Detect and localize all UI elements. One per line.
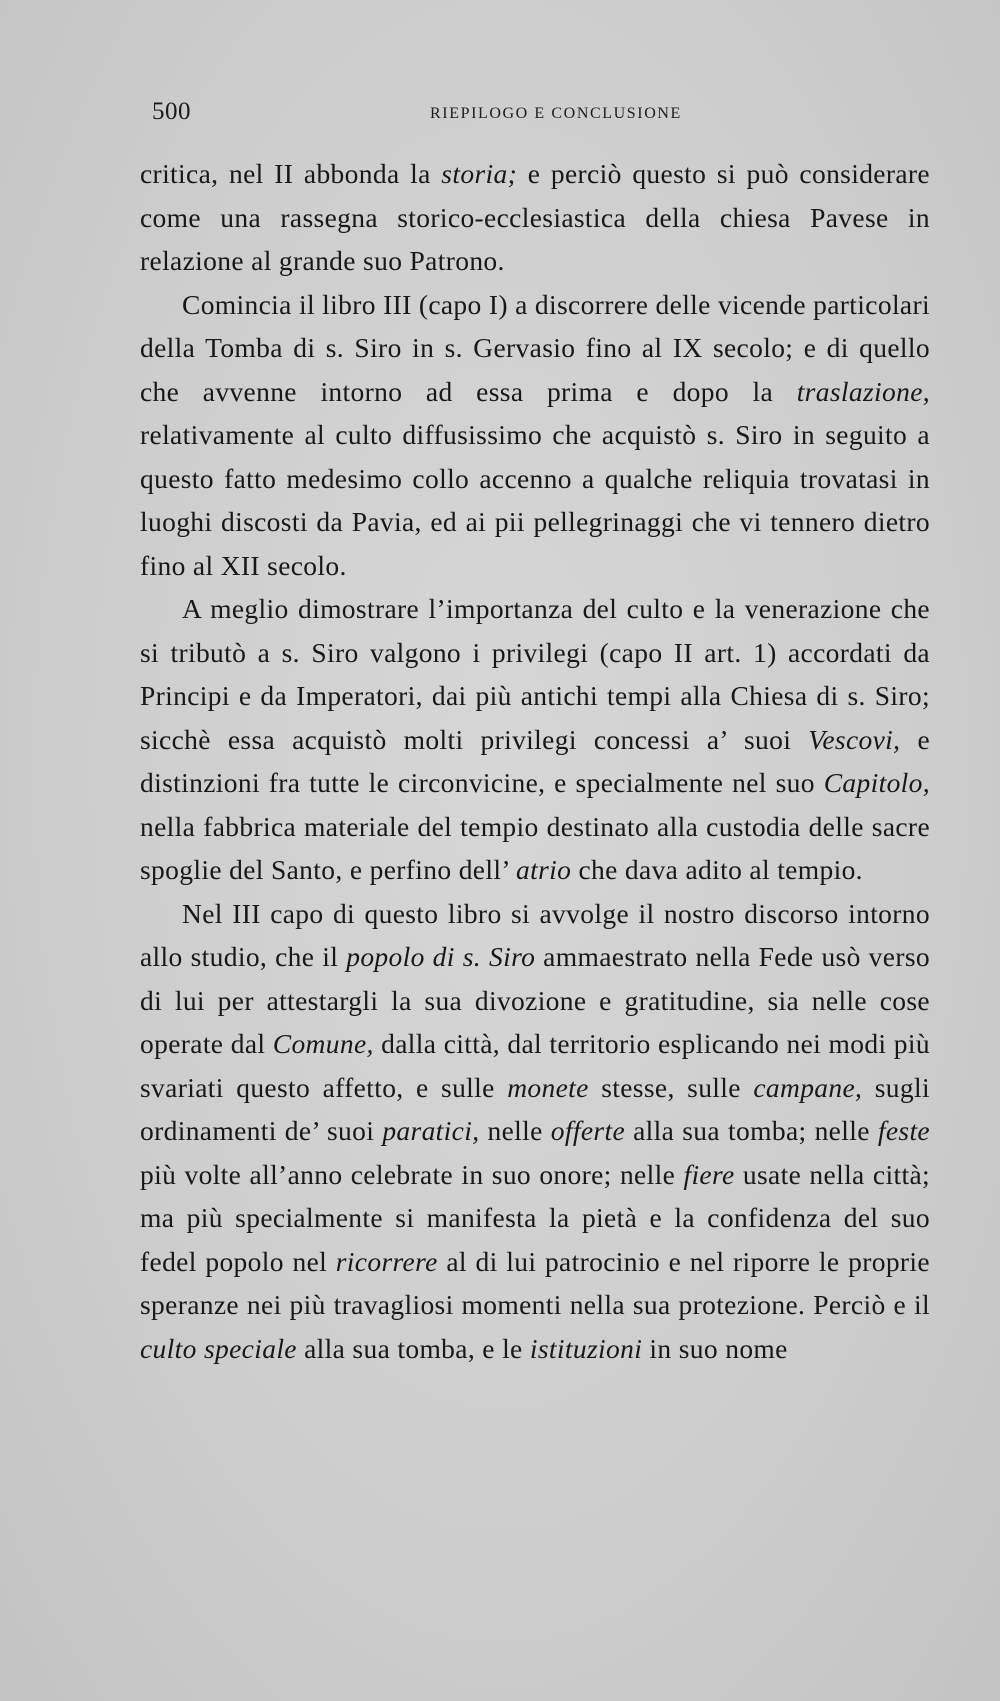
text-run: sugli ordinamenti de’ suoi xyxy=(140,1071,930,1146)
page-number: 500 xyxy=(152,98,191,125)
paragraph-3 xyxy=(140,587,930,892)
text-run: ammaestrato nella Fede usò verso di lui per attestargli la sua divozione e gratitudine, sia nelle cose operate dal xyxy=(140,941,930,1059)
text-run: nelle xyxy=(479,1115,551,1146)
text-run: più volte all’anno celebrate in suo onore; nelle xyxy=(140,1158,684,1190)
italic-run: fiere xyxy=(683,1158,735,1190)
text-run: critica, nel II abbonda la xyxy=(140,158,442,189)
italic-run: Vescovi, xyxy=(808,723,901,755)
text-run: A meglio dimostrare l’importanza del culto e la venerazione che si tributò a s. Siro valgono i privilegi (capo II art. 1) accordati da Principi e da Imperatori, dai più antichi tempi alla Chiesa di s. Siro; sicchè essa acquistò molti privilegi concessi a’ suoi xyxy=(140,593,930,755)
text-run: alla sua tomba; nelle xyxy=(625,1115,878,1146)
italic-run: Capitolo, xyxy=(823,767,930,798)
italic-run: Comune, xyxy=(272,1028,374,1059)
italic-run: paratici, xyxy=(382,1115,480,1146)
text-run: Comincia il libro III (capo I) a discorrere delle vicende particolari della Tomba di s. Siro in s. Gervasio fino al IX secolo; e di quello che avvenne intorno ad essa prima e dopo la xyxy=(140,288,930,407)
text-run: e perciò questo si può considerare come una rassegna storico-ecclesiastica della chiesa Pavese in relazione al grande suo Patrono. xyxy=(140,158,930,276)
text-run: e distinzioni fra tutte le circonvicine, e specialmente nel suo xyxy=(140,723,930,798)
italic-run: popolo di s. Siro xyxy=(346,941,536,972)
text-run: al di lui patrocinio e nel riporre le proprie speranze nei più travagliosi momenti nella sua protezione. Perciò e il xyxy=(140,1245,930,1320)
italic-run: istituzioni xyxy=(529,1332,643,1364)
text-run: alla sua tomba, e le xyxy=(296,1332,530,1364)
text-run: in suo nome xyxy=(642,1332,788,1364)
body-text xyxy=(140,152,930,1370)
paragraph-1 xyxy=(140,152,930,283)
text-run: nella fabbrica materiale del tempio destinato alla custodia delle sacre spoglie del Santo, e perfino dell’ xyxy=(140,810,930,885)
italic-run: ricorrere xyxy=(335,1245,438,1277)
italic-run: traslazione, xyxy=(796,375,930,407)
text-run: stesse, sulle xyxy=(588,1071,754,1103)
text-run: dalla città, dal territorio esplicando nei modi più svariati questo affetto, e sulle xyxy=(140,1028,930,1103)
italic-run: feste xyxy=(877,1115,930,1146)
running-head: RIEPILOGO E CONCLUSIONE xyxy=(430,105,682,122)
italic-run: culto speciale xyxy=(140,1332,297,1364)
italic-run: campane, xyxy=(753,1071,863,1103)
text-run: Nel III capo di questo libro si avvolge il nostro discorso intorno allo studio, che il xyxy=(140,897,930,972)
italic-run: atrio xyxy=(516,854,572,885)
italic-run: storia; xyxy=(441,158,518,189)
text-run: che dava adito al tempio. xyxy=(571,854,863,885)
page-header xyxy=(150,92,930,132)
italic-run: monete xyxy=(507,1071,589,1103)
italic-run: offerte xyxy=(550,1115,626,1146)
paragraph-4 xyxy=(140,892,930,1371)
paragraph-2 xyxy=(140,283,930,588)
text-run: usate nella città; ma più specialmente si manifesta la pietà e la confidenza del suo fedel popolo nel xyxy=(140,1158,930,1277)
text-run: relativamente al culto diffusissimo che acquistò s. Siro in seguito a questo fatto medesimo collo accenno a qualche reliquia trovatasi in luoghi discosti da Pavia, ed ai pii pellegrinaggi che vi tennero dietro fino al XII secolo. xyxy=(140,419,930,581)
